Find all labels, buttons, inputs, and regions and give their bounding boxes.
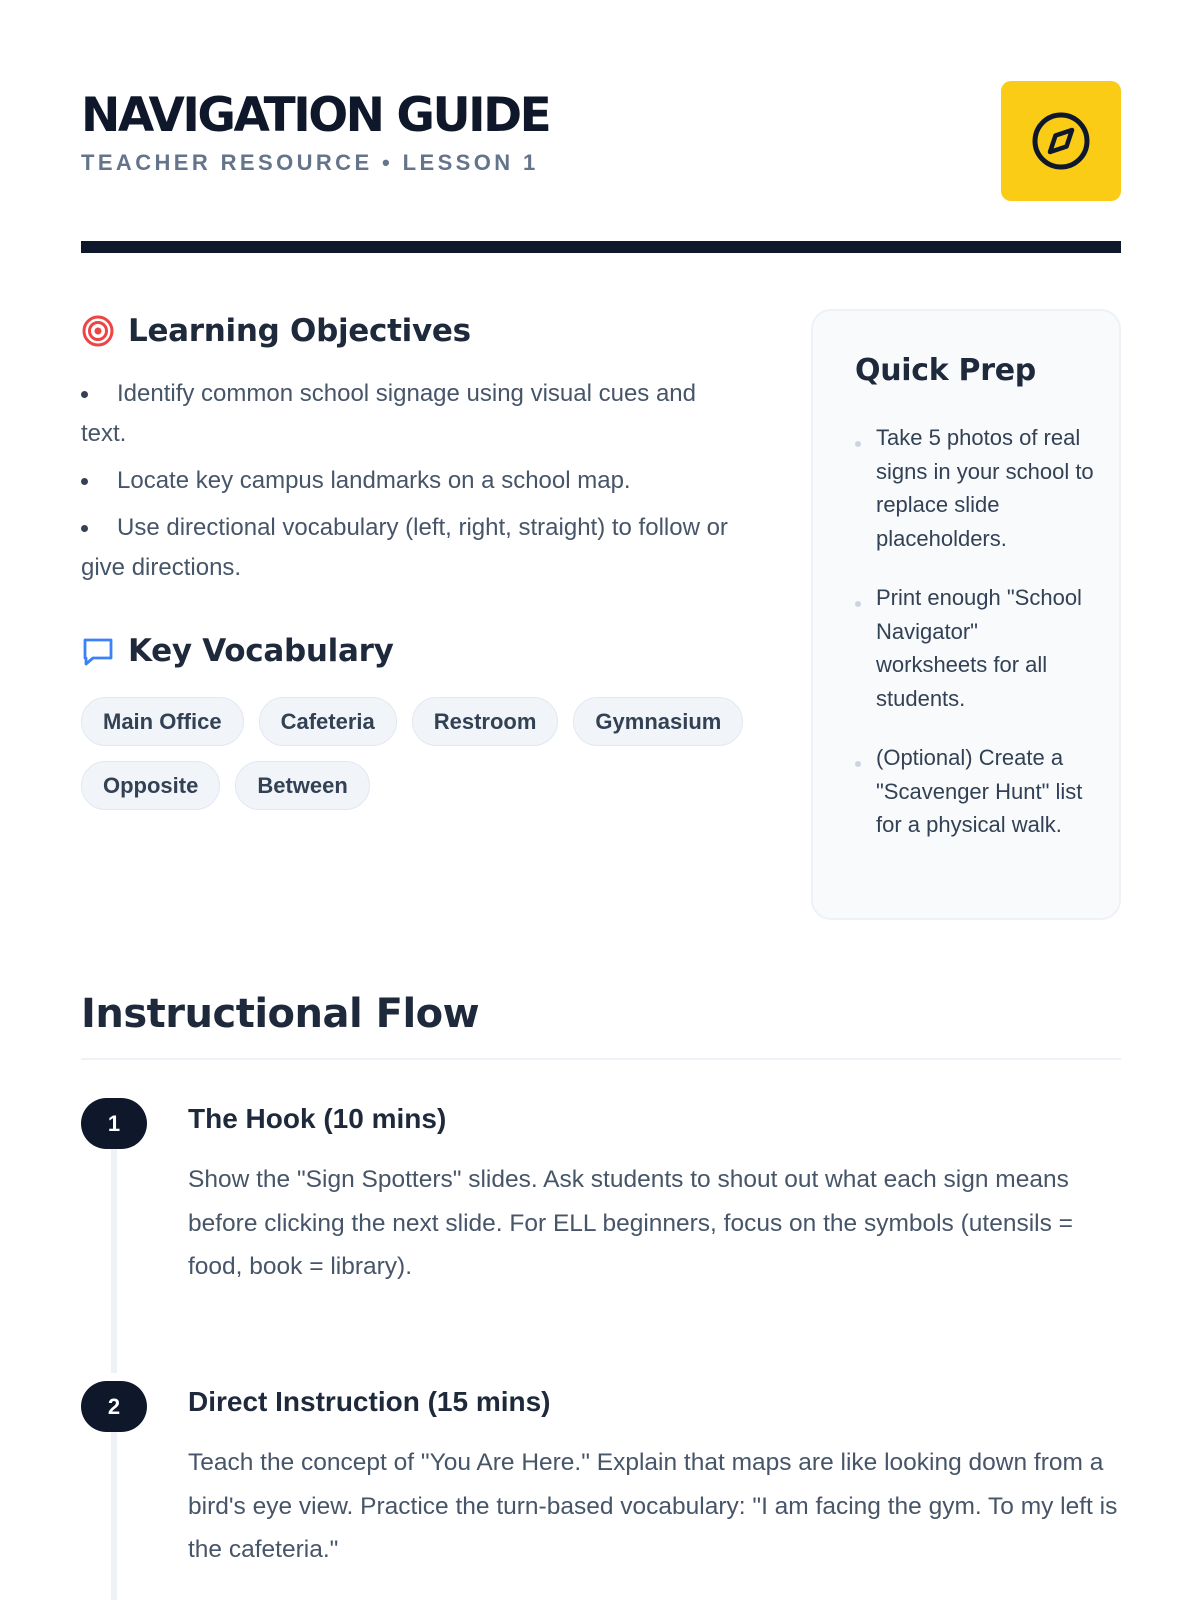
list-item: Identify common school signage using visual cues and text.: [81, 374, 731, 454]
compass-badge: [1001, 81, 1121, 201]
vocab-chip: Restroom: [412, 697, 559, 746]
page-header: [81, 88, 550, 175]
timeline-line: [111, 1149, 117, 1373]
step-text: Show the "Sign Spotters" slides. Ask students to shout out what each sign means before clicking the next slide. For ELL beginners, focus on the symbols (utensils = food, book = library).: [188, 1166, 1073, 1280]
learning-objectives: [81, 310, 731, 595]
instructional-flow: [81, 988, 1121, 1060]
page-subtitle: TEACHER RESOURCE • LESSON 1: [81, 150, 539, 175]
vocabulary-title: Key Vocabulary: [128, 633, 394, 669]
quick-prep-card: [811, 309, 1121, 920]
vocab-chip: Cafeteria: [259, 697, 397, 746]
header-divider: [81, 241, 1121, 253]
timeline-line: [111, 1432, 117, 1600]
step-title: The Hook (10 mins): [188, 1103, 447, 1134]
list-item: Take 5 photos of real signs in your school to replace slide placeholders.: [855, 421, 1095, 555]
speech-bubble-icon: [81, 634, 115, 668]
objectives-list: [81, 374, 731, 588]
step-number: 2: [81, 1381, 147, 1432]
flow-divider: [81, 1058, 1121, 1060]
objectives-title: Learning Objectives: [128, 313, 471, 349]
list-item: (Optional) Create a "Scavenger Hunt" list for a physical walk.: [855, 741, 1095, 842]
list-item: Print enough "School Navigator" worksheets for all students.: [855, 581, 1095, 715]
key-vocabulary: [81, 630, 761, 810]
vocab-chip: Main Office: [81, 697, 244, 746]
flow-title: Instructional Flow: [81, 991, 480, 1037]
quick-prep-title: Quick Prep: [855, 353, 1036, 388]
list-item: Locate key campus landmarks on a school map.: [81, 461, 731, 501]
quick-prep-list: [855, 421, 1095, 842]
step-number: 1: [81, 1098, 147, 1149]
step-text: Teach the concept of "You Are Here." Explain that maps are like looking down from a bird's eye view. Practice the turn-based vocabulary: "I am facing the gym. To my left is the cafeteria.": [188, 1449, 1118, 1563]
vocab-chip: Between: [235, 761, 369, 810]
vocab-chip: Opposite: [81, 761, 220, 810]
compass-icon: [1029, 109, 1093, 173]
list-item: Use directional vocabulary (left, right, straight) to follow or give directions.: [81, 508, 731, 588]
step-title: Direct Instruction (15 mins): [188, 1386, 551, 1417]
page-title: NAVIGATION GUIDE: [81, 88, 550, 143]
vocabulary-heading: [81, 630, 761, 672]
objectives-heading: [81, 310, 731, 352]
target-icon: [81, 314, 115, 348]
vocab-chip: Gymnasium: [573, 697, 743, 746]
vocabulary-chips: [81, 697, 761, 810]
